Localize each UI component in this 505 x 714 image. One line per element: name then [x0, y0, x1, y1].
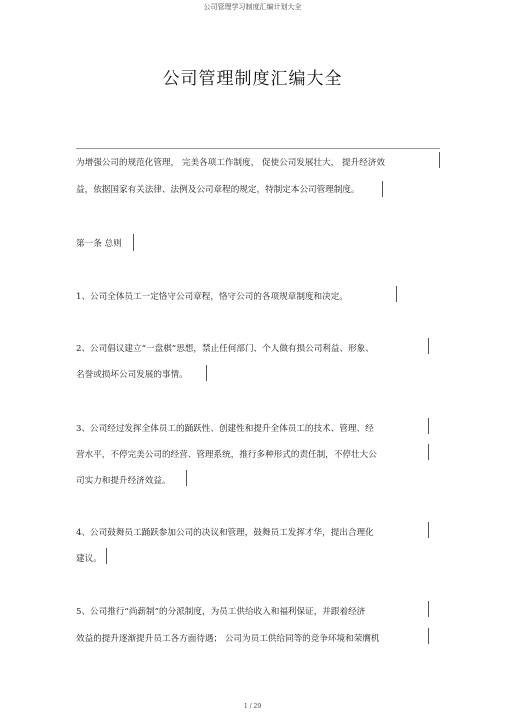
page-number: 1 / 29 — [243, 703, 262, 710]
intro-line-1: 为增强公司的规范化管理， 完美各项工作制度， 促使公司发展壮大， 提升经济效 — [76, 158, 385, 168]
item-5-line-2-marker — [428, 628, 429, 644]
item-3-line-3: 司实力和提升经济效益。 — [76, 476, 171, 486]
item-4-line-2: 建议。 — [76, 554, 102, 564]
item-1-line-1: 1、公司全体员工一定恪守公司章程，恪守公司的各项规章制度和决定。 — [76, 292, 348, 302]
intro-top-rule — [76, 148, 440, 149]
running-header: 公司管理学习制度汇编计划大全 — [203, 3, 302, 11]
item-2-line-2-marker — [206, 365, 207, 381]
item-2-line-2: 名誉或损坏公司发展的事情。 — [76, 370, 188, 380]
item-3-line-2: 营水平，不停完美公司的经营、管理系统，推行多种形式的责任制，不停壮大公 — [76, 450, 377, 460]
item-4-line-2-marker — [106, 548, 107, 564]
item-1-marker — [396, 286, 397, 302]
item-4-line-1: 4、公司鼓舞员工踊跃参加公司的决议和管理，鼓舞员工发挥才华，提出合理化 — [76, 528, 374, 538]
item-5-line-1: 5、公司推行“尚薪制”的分派制度，为员工供给收入和福利保证，并跟着经济 — [76, 607, 366, 617]
item-5-line-2: 效益的提升逐渐提升员工各方面待遇； 公司为员工供给同等的竞争环境和荣膺机 — [76, 634, 380, 644]
item-5-line-1-marker — [428, 601, 429, 617]
item-2-line-1: 2、公司倡议建立“一盘棋”思想，禁止任何部门、个人做有损公司利益、形象、 — [76, 344, 374, 354]
section-heading-marker — [133, 234, 134, 251]
intro-line-1-marker — [439, 152, 440, 168]
item-3-line-1: 3、公司经过发挥全体员工的踊跃性、创建性和提升全体员工的技术、管理、经 — [76, 424, 374, 434]
item-4-line-1-marker — [428, 522, 429, 538]
document-title: 公司管理制度汇编大全 — [162, 69, 343, 89]
item-3-line-2-marker — [428, 444, 429, 460]
section-heading: 第一条 总则 — [76, 239, 122, 249]
intro-line-2: 益，依据国家有关法律、法例及公司章程的规定，特制定本公司管理制度。 — [76, 185, 360, 195]
item-2-line-1-marker — [428, 338, 429, 354]
item-3-line-1-marker — [428, 418, 429, 434]
intro-line-2-marker — [382, 181, 383, 197]
item-3-line-3-marker — [186, 470, 187, 486]
